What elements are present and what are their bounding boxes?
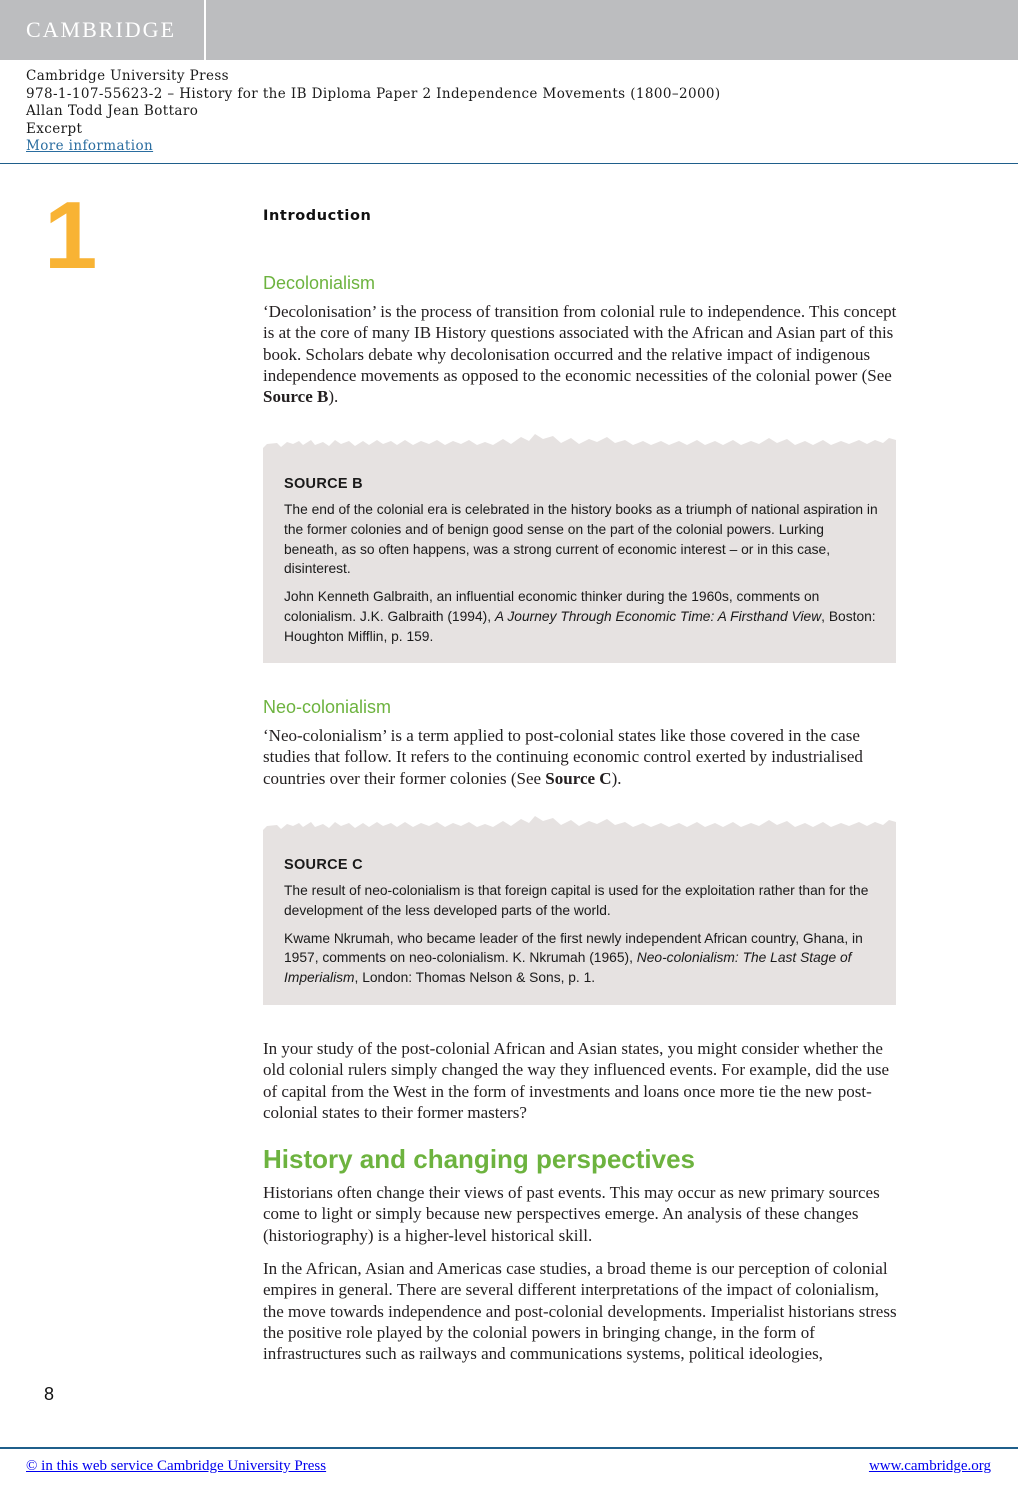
history-paragraph-1: Historians often change their views of past events. This may occur as new primary sources come to light or simply because new perspectives emerge. An analysis of these changes (historiography) is a higher-level historical skill. <box>263 1183 880 1245</box>
more-information-link[interactable]: More information <box>26 138 154 155</box>
logo-divider <box>204 0 206 60</box>
book-metadata <box>26 68 721 156</box>
source-c-quote: The result of neo-colonialism is that foreign capital is used for the exploitation rather than for the development of the less developed parts of the world. <box>284 883 869 918</box>
copyright-link[interactable]: © in this web service Cambridge University Press <box>26 1458 327 1474</box>
source-c-book-title: Neo-colonialism: The Last Stage of Imperialism <box>284 950 852 986</box>
chapter-label: Introduction <box>263 208 372 224</box>
source-b-title: SOURCE B <box>284 476 363 492</box>
neocolonialism-paragraph: ‘Neo-colonialism’ is a term applied to post-colonial states like those covered in the case studies that follow. It refers to the continuing economic control exerted by industrialised countries over their former colonies (See Source C). <box>263 726 863 788</box>
authors: Allan Todd Jean Bottaro <box>26 103 199 120</box>
source-c-ref: Source C <box>545 768 612 788</box>
source-c-box <box>263 830 896 1005</box>
footer-divider <box>0 1447 1018 1449</box>
cambridge-logo: CAMBRIDGE <box>26 17 177 42</box>
source-b-box <box>263 448 896 663</box>
neocolonialism-heading: Neo-colonialism <box>263 697 392 717</box>
source-b-quote: The end of the colonial era is celebrated in the history books as a triumph of national aspiration in the former colonies and of benign good sense on the part of the colonial powers. Lurking beneath, as so often happens, was a strong current of economic interest – or in this case, disinterest. <box>284 502 878 577</box>
history-heading: History and changing perspectives <box>263 1144 696 1174</box>
torn-edge-decoration <box>263 434 896 464</box>
decolonialism-paragraph: ‘Decolonisation’ is the process of transition from colonial rule to independence. This concept is at the core of many IB History questions associated with the African and Asian part of this book. Scholars debate why decolonisation occurred and the relative impact of indigenous independence movements as opposed to the economic necessities of the colonial power (See Source B). <box>263 302 897 407</box>
source-b-ref: Source B <box>263 387 329 407</box>
source-c-citation: Kwame Nkrumah, who became leader of the first newly independent African country, Ghana, in 1957, comments on neo-colonialism. K. Nkrumah (1965), Neo-colonialism: The Last Stage of Imperialism, London: Thomas Nelson & Sons, p. 1. <box>284 930 863 986</box>
study-paragraph: In your study of the post-colonial African and Asian states, you might consider whether the old colonial rulers simply changed the way they influenced events. For example, did the use of capital from the West in the form of investments and loans once more tie the new post-colonial states to their former masters? <box>263 1039 889 1122</box>
cambridge-site-link[interactable]: www.cambridge.org <box>868 1458 991 1474</box>
torn-edge-decoration <box>263 816 896 846</box>
source-b-citation: John Kenneth Galbraith, an influential economic thinker during the 1960s, comments on colonialism. J.K. Galbraith (1994), A Journey Through Economic Time: A Firsthand View, Boston: Houghton Mifflin, p. 159. <box>284 589 876 644</box>
history-paragraph-2: In the African, Asian and Americas case studies, a broad theme is our perception of colonial empires in general. There are several different interpretations of the impact of colonialism, the move towards independence and post-colonial developments. Imperialist historians stress the positive role played by the colonial powers in bringing change, in the form of infrastructures such as railways and communications systems, political ideologies, <box>263 1259 897 1364</box>
header-bar <box>0 0 1018 60</box>
page-number: 8 <box>44 1384 55 1404</box>
header-divider <box>0 163 1018 164</box>
isbn-title: 978-1-107-55623-2 – History for the IB Diploma Paper 2 Independence Movements (1800–2000) <box>26 85 721 102</box>
chapter-number: 1 <box>44 182 98 289</box>
publisher: Cambridge University Press <box>26 68 229 84</box>
source-b-book-title: A Journey Through Economic Time: A Firsthand View <box>494 608 822 624</box>
doc-type: Excerpt <box>26 120 83 137</box>
decolonialism-heading: Decolonialism <box>263 273 376 293</box>
source-c-title: SOURCE C <box>284 857 363 873</box>
